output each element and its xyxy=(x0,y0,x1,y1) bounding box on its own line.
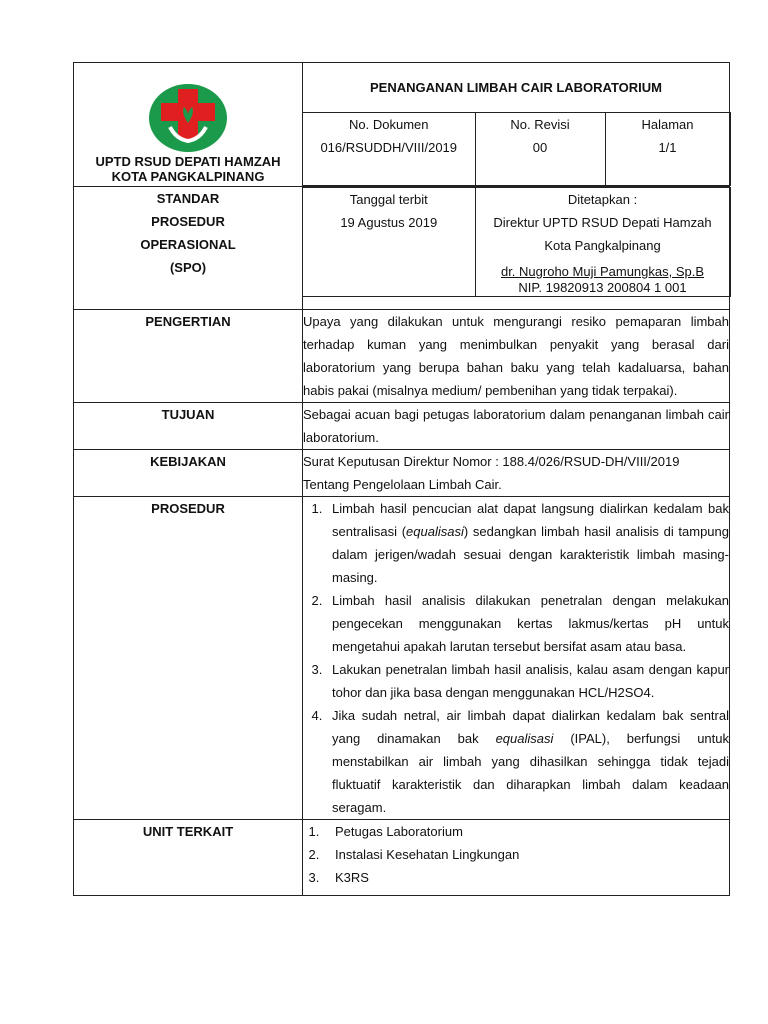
step1-emphasis: equalisasi xyxy=(406,524,464,539)
hospital-logo-icon xyxy=(148,83,228,153)
unit-list xyxy=(303,820,729,889)
hospital-header-cell xyxy=(74,63,303,187)
spo-label-line2: PROSEDUR xyxy=(151,214,225,229)
spo-document xyxy=(73,62,729,896)
kebijakan-label: KEBIJAKAN xyxy=(74,450,303,497)
hospital-name-line2: KOTA PANGKALPINANG xyxy=(111,169,265,184)
doc-number-cell xyxy=(303,113,475,186)
step4-text-b: (IPAL), berfungsi untuk menstabilkan air limbah yang dihasilkan sehingga tidak tejadi fluktuatif karakteristik dan diharapkan limbah dalam keadaan seragam. xyxy=(332,731,729,815)
unit-item: 2. Instalasi Kesehatan Lingkungan xyxy=(323,843,729,866)
step1-text-b: ) sedangkan limbah hasil analisis di tampung dalam jerigen/wadah sesuai dengan karakteristik limbah masing-masing. xyxy=(332,524,729,585)
document-title: PENANGANAN LIMBAH CAIR LABORATORIUM xyxy=(369,80,662,95)
kebijakan-line2: Tentang Pengelolaan Limbah Cair. xyxy=(303,477,502,492)
prosedur-list xyxy=(303,497,729,819)
kebijakan-line1: Surat Keputusan Direktur Nomor : 188.4/026/RSUD-DH/VIII/2019 xyxy=(303,454,680,469)
doc-number: 016/RSUDDH/VIII/2019 xyxy=(320,140,458,155)
prosedur-step-1 xyxy=(326,497,729,589)
page-label: Halaman xyxy=(641,117,694,132)
document-meta xyxy=(303,112,731,186)
spo-label-line3: OPERASIONAL xyxy=(140,237,236,252)
prosedur-label: PROSEDUR xyxy=(74,497,303,820)
step4-text-a: Jika sudah netral, air limbah dapat dialirkan kedalam bak sentral yang dinamakan bak xyxy=(332,708,729,746)
spo-label-cell xyxy=(74,187,303,310)
spo-table xyxy=(73,62,730,896)
spo-info-cell xyxy=(303,187,730,310)
signatory-nip: NIP. 19820913 200804 1 001 xyxy=(518,280,687,295)
page-number: 1/1 xyxy=(658,140,677,155)
step4-emphasis: equalisasi xyxy=(495,731,554,746)
unit-cell xyxy=(303,820,730,896)
unit-item: 3. K3RS xyxy=(323,866,729,889)
approved-by-line1: Direktur UPTD RSUD Depati Hamzah xyxy=(493,215,712,230)
tujuan-label: TUJUAN xyxy=(74,403,303,450)
approved-label: Ditetapkan : xyxy=(567,192,638,207)
signatory-name: dr. Nugroho Muji Pamungkas, Sp.B xyxy=(500,264,705,279)
pengertian-label: PENGERTIAN xyxy=(74,310,303,403)
spo-info xyxy=(303,187,731,297)
spo-label-line1: STANDAR xyxy=(156,191,220,206)
issued-label: Tanggal terbit xyxy=(349,192,428,207)
doc-number-label: No. Dokumen xyxy=(349,117,429,132)
revision-cell xyxy=(475,113,605,186)
prosedur-step-2: 2. Limbah hasil analisis dilakukan penetralan dengan melakukan pengecekan menggunakan kertas lakmus/kertas pH untuk mengetahui apakah larutan tersebut bersifat asam atau basa. xyxy=(326,589,729,658)
signature-block xyxy=(476,264,730,296)
prosedur-step-4 xyxy=(326,704,729,819)
prosedur-cell xyxy=(303,497,730,820)
title-cell xyxy=(303,63,730,187)
kebijakan-cell xyxy=(303,450,730,497)
spo-label-line4: (SPO) xyxy=(169,260,207,275)
hospital-name xyxy=(74,154,302,184)
pengertian-text: Upaya yang dilakukan untuk mengurangi resiko pemaparan limbah terhadap kuman yang menimbulkan penyakit yang berasal dari laboratorium yang berupa bahan baku yang telah kadaluarsa, bahan habis pakai (misalnya medium/ pembenihan yang tidak terpakai). xyxy=(303,310,730,403)
tujuan-text: Sebagai acuan bagi petugas laboratorium dalam penanganan limbah cair laboratorium. xyxy=(303,403,730,450)
approved-by-line2: Kota Pangkalpinang xyxy=(544,238,661,253)
page-cell xyxy=(605,113,730,186)
revision-number: 00 xyxy=(532,140,548,155)
issued-date: 19 Agustus 2019 xyxy=(340,215,438,230)
hospital-name-line1: UPTD RSUD DEPATI HAMZAH xyxy=(95,154,281,169)
step1-text-a: Limbah hasil pencucian alat dapat langsung dialirkan kedalam bak sentralisasi ( xyxy=(332,501,729,539)
approval-cell xyxy=(475,188,730,297)
revision-label: No. Revisi xyxy=(510,117,570,132)
issued-cell xyxy=(303,188,475,297)
unit-label: UNIT TERKAIT xyxy=(74,820,303,896)
prosedur-step-3: 3. Lakukan penetralan limbah hasil analisis, kalau asam dengan kapur tohor dan jika basa dengan menggunakan HCL/H2SO4. xyxy=(326,658,729,704)
unit-item: 1. Petugas Laboratorium xyxy=(323,820,729,843)
